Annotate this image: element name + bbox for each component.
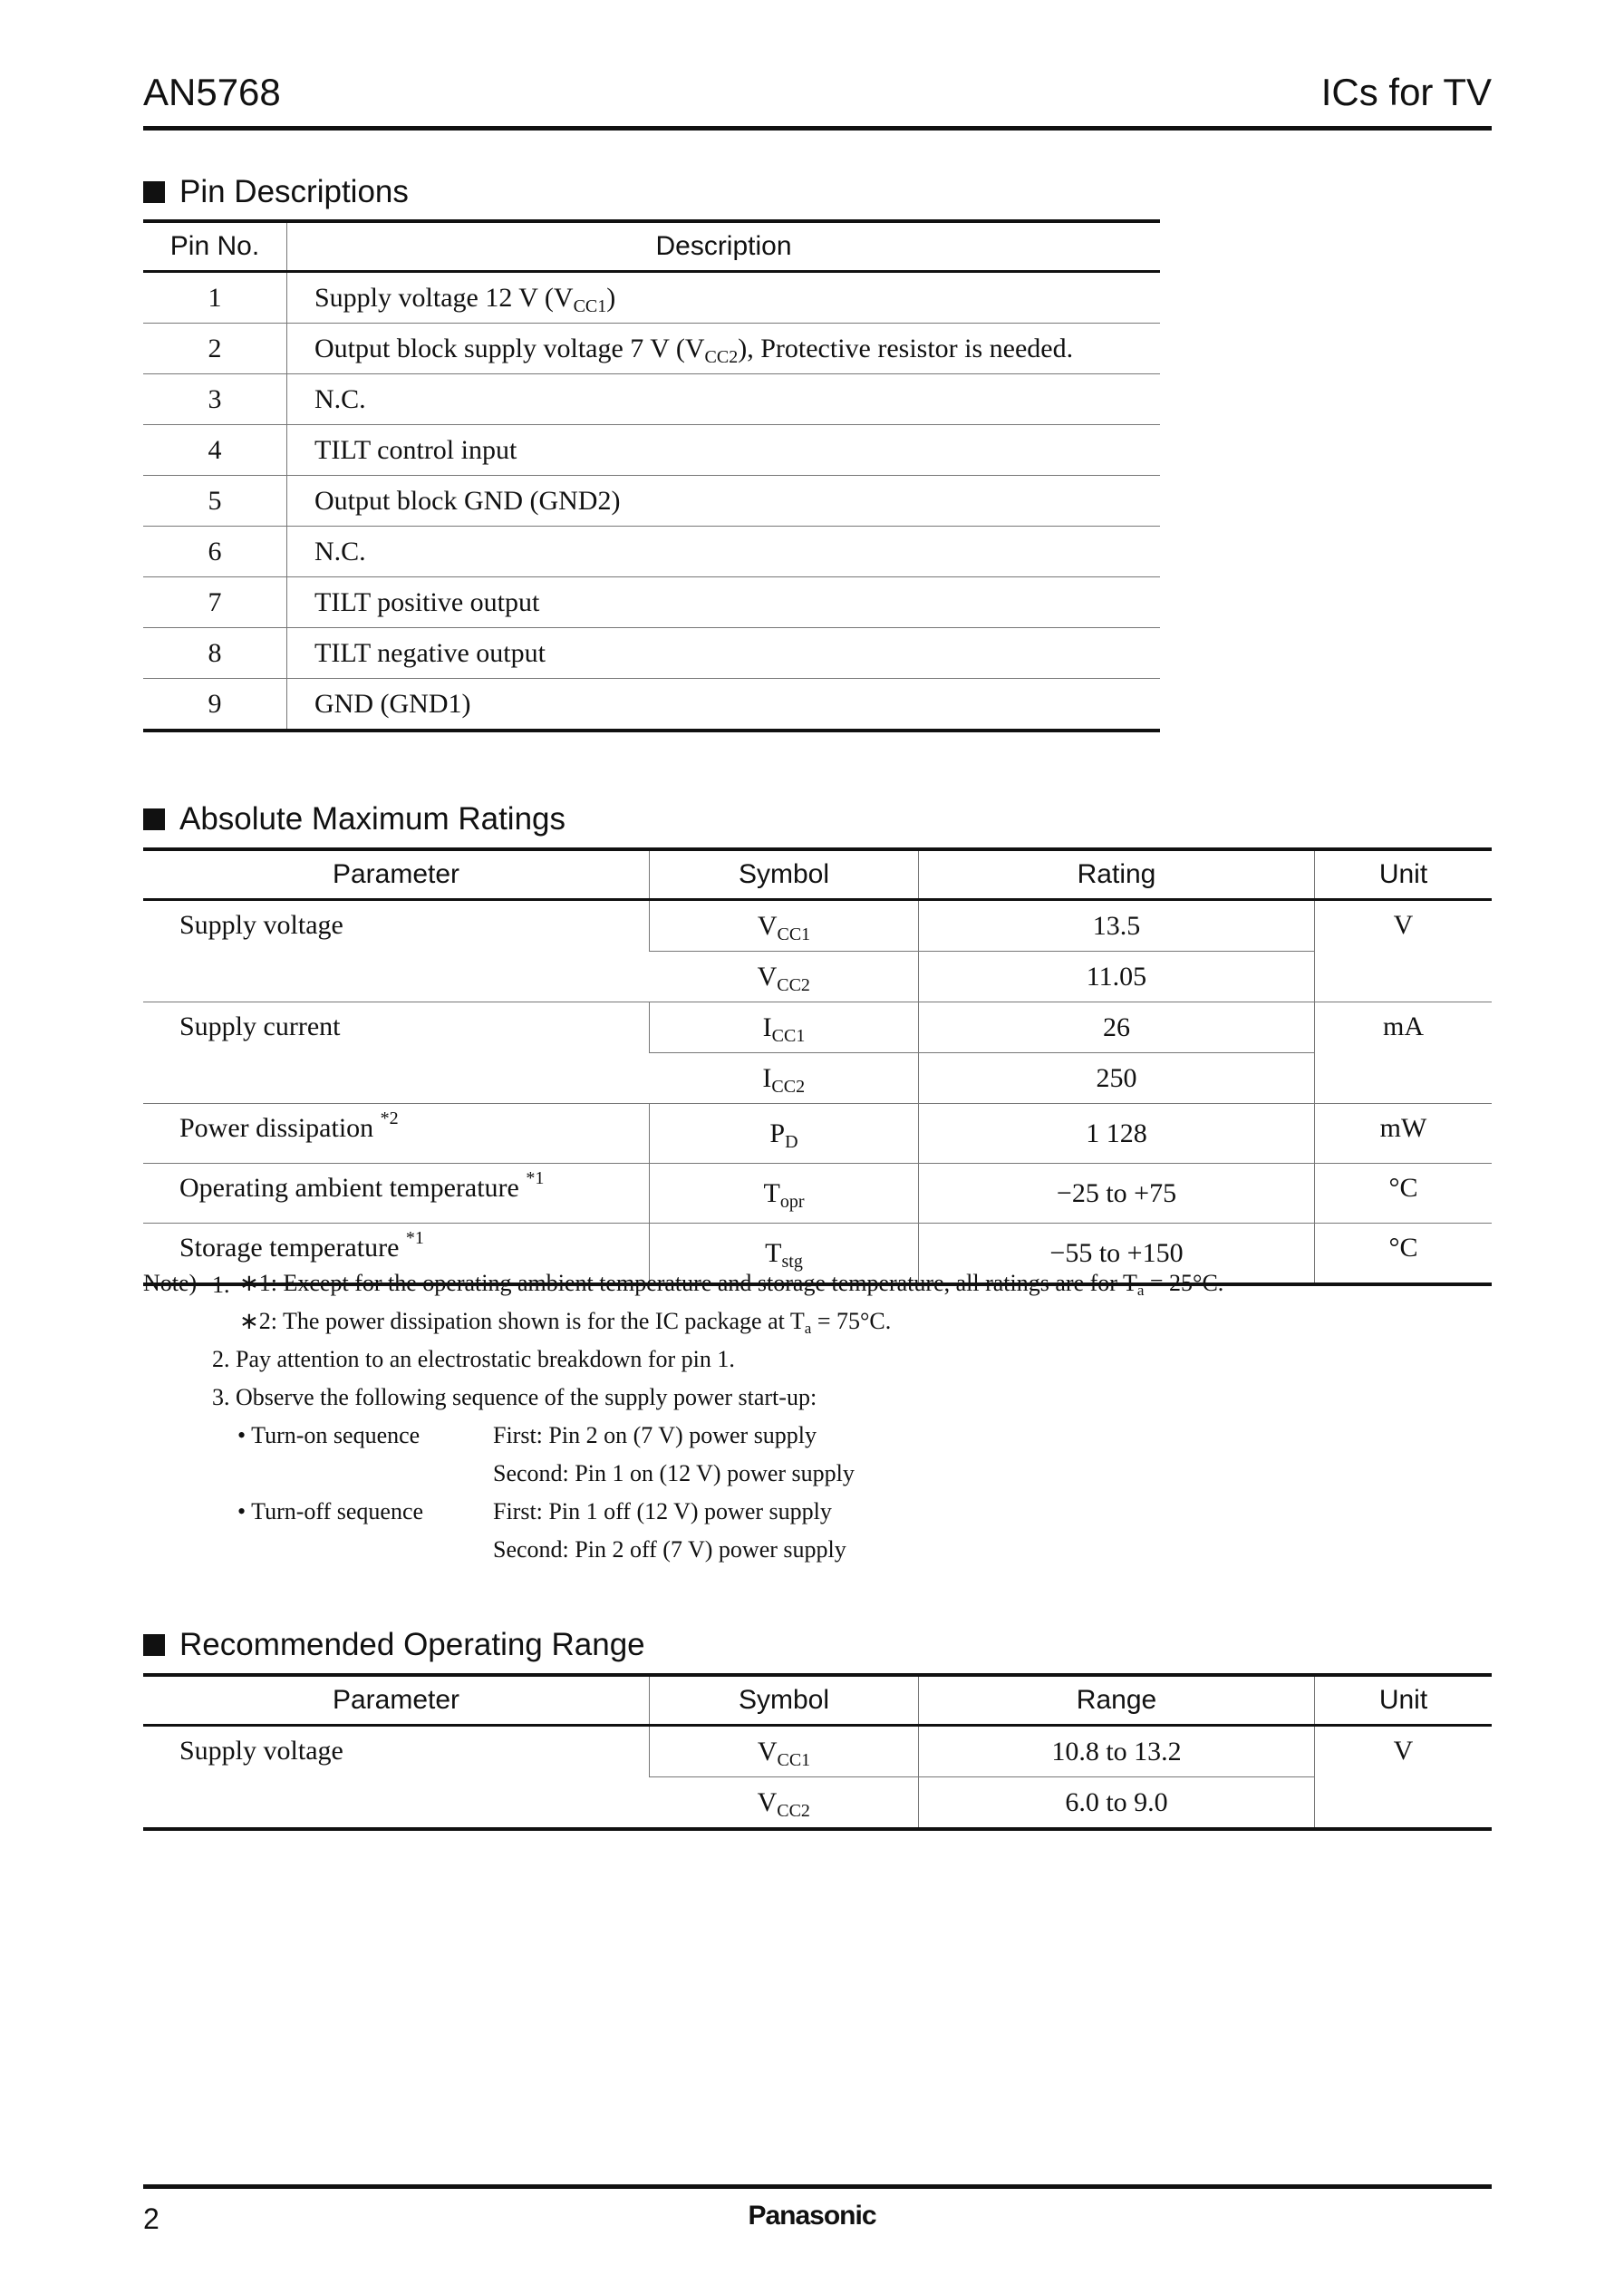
- note-1b: ∗2: The power dissipation shown is for the IC package at Ta = 75°C.: [239, 1308, 892, 1337]
- pin-no: 8: [143, 628, 287, 679]
- rating-cell: 11.05: [919, 952, 1315, 1002]
- brand-logo: Panasonic: [748, 2201, 876, 2231]
- pin-desc: TILT control input: [287, 425, 1161, 476]
- rating-cell: −25 to +75: [919, 1164, 1315, 1224]
- table-row: [143, 1104, 1492, 1164]
- pin-desc: N.C.: [287, 374, 1161, 425]
- pin-no: 1: [143, 272, 287, 324]
- col-unit: Unit: [1315, 849, 1493, 900]
- section-bullet-icon: [143, 1634, 165, 1656]
- table-row: [143, 1164, 1492, 1224]
- pin-no: 6: [143, 527, 287, 577]
- table-row: [143, 476, 1160, 527]
- category-title: ICs for TV: [1320, 71, 1492, 113]
- turn-on-second: Second: Pin 1 on (12 V) power supply: [493, 1460, 855, 1486]
- unit-cell: °C: [1315, 1164, 1493, 1224]
- unit-cell: °C: [1315, 1224, 1493, 1285]
- section-bullet-icon: [143, 808, 165, 830]
- note-2: 2. Pay attention to an electrostatic breakdown for pin 1.: [212, 1346, 735, 1372]
- pin-desc: Output block supply voltage 7 V $(V_{CC2})$, Protective resistor is needed.: [287, 324, 1161, 374]
- pin-desc: GND (GND1): [314, 688, 471, 719]
- ratings-table: [143, 847, 1492, 1286]
- pin-no: 3: [143, 374, 287, 425]
- col-parameter: Parameter: [143, 1675, 650, 1726]
- note-3: 3. Observe the following sequence of the supply power start-up:: [212, 1384, 817, 1410]
- turn-on-label: • Turn-on sequence: [237, 1422, 420, 1448]
- pin-desc: TILT positive output: [287, 577, 1161, 628]
- param-cell: Power dissipation $^{*2}$: [143, 1104, 650, 1164]
- symbol-cell: $V_{CC2}$: [650, 952, 919, 1002]
- pin-desc: Output block GND (GND2): [287, 476, 1161, 527]
- col-parameter: Parameter: [143, 849, 650, 900]
- rating-cell: 250: [919, 1053, 1315, 1104]
- pin-section-label: Pin Descriptions: [179, 174, 409, 209]
- header-rule: [143, 126, 1492, 131]
- ratings-section-title: [143, 801, 566, 837]
- ratings-section-label: Absolute Maximum Ratings: [179, 801, 566, 837]
- table-header-row: [143, 221, 1160, 272]
- param-cell: Storage temperature $^{*1}$: [179, 1228, 424, 1263]
- section-bullet-icon: [143, 181, 165, 203]
- table-header-row: [143, 849, 1492, 900]
- symbol-cell: $P_D$: [650, 1104, 919, 1164]
- pin-desc: Supply voltage 12 V $(V_{CC1})$: [287, 272, 1161, 324]
- table-row: [143, 679, 1160, 731]
- pin-desc: TILT negative output: [287, 628, 1161, 679]
- param-cell: Operating ambient temperature $^{*1}$: [143, 1164, 650, 1224]
- table-row: [143, 272, 1160, 324]
- turn-off-label: • Turn-off sequence: [237, 1498, 424, 1524]
- rating-cell: 13.5: [919, 900, 1315, 952]
- unit-cell: V: [1315, 1726, 1493, 1830]
- col-range: Range: [919, 1675, 1315, 1726]
- range-cell: 6.0 to 9.0: [919, 1777, 1315, 1830]
- operating-section-label: Recommended Operating Range: [179, 1627, 645, 1662]
- note-label: Note): [143, 1270, 198, 1296]
- page-number: 2: [143, 2202, 160, 2235]
- param-cell: Supply voltage: [179, 1736, 343, 1766]
- table-row: [143, 900, 1492, 952]
- pin-no: 4: [143, 425, 287, 476]
- unit-cell: V: [1315, 900, 1493, 1002]
- symbol-cell: $T_{opr}$: [650, 1164, 919, 1224]
- symbol-cell: $T_{stg}$: [650, 1224, 919, 1285]
- turn-off-first: First: Pin 1 off (12 V) power supply: [493, 1498, 832, 1524]
- turn-off-second: Second: Pin 2 off (7 V) power supply: [493, 1536, 846, 1563]
- rating-cell: 26: [919, 1002, 1315, 1053]
- rating-cell: −55 to +150: [919, 1224, 1315, 1285]
- col-unit: Unit: [1315, 1675, 1493, 1726]
- table-row: [143, 324, 1160, 374]
- table-header-row: [143, 1675, 1492, 1726]
- symbol-cell: $V_{CC1}$: [650, 1726, 919, 1777]
- pin-no: 7: [143, 577, 287, 628]
- symbol-cell: $V_{CC1}$: [650, 900, 919, 952]
- table-row: [143, 527, 1160, 577]
- rating-cell: 1 128: [919, 1104, 1315, 1164]
- turn-on-first: First: Pin 2 on (7 V) power supply: [493, 1422, 817, 1448]
- symbol-cell: $I_{CC1}$: [650, 1002, 919, 1053]
- note-1-number: 1.: [212, 1272, 230, 1298]
- symbol-cell: $I_{CC2}$: [650, 1053, 919, 1104]
- table-row: [143, 374, 1160, 425]
- col-description: Description: [287, 221, 1161, 272]
- table-row: [143, 425, 1160, 476]
- pin-no: 5: [143, 476, 287, 527]
- symbol-cell: $V_{CC2}$: [757, 1786, 810, 1821]
- pin-desc: N.C.: [287, 527, 1161, 577]
- range-cell: 10.8 to 13.2: [919, 1726, 1315, 1777]
- col-symbol: Symbol: [650, 1675, 919, 1726]
- part-number: AN5768: [143, 71, 281, 113]
- unit-cell: mW: [1315, 1104, 1493, 1164]
- note-1a: ∗1: Except for the operating ambient temperature and storage temperature, all ratings are for Ta = 25°C.: [239, 1270, 1224, 1299]
- col-rating: Rating: [919, 849, 1315, 900]
- col-symbol: Symbol: [650, 849, 919, 900]
- table-row: [143, 628, 1160, 679]
- param-cell: Supply voltage: [143, 900, 650, 1002]
- table-row: [143, 1726, 1492, 1777]
- pin-section-title: [143, 174, 409, 210]
- footer-rule: [143, 2184, 1492, 2189]
- operating-table: [143, 1673, 1492, 1831]
- pin-no: 9: [143, 679, 287, 731]
- operating-section-title: [143, 1627, 645, 1663]
- unit-cell: mA: [1315, 1002, 1493, 1104]
- table-row: [143, 577, 1160, 628]
- table-row: [143, 1002, 1492, 1053]
- pin-no: 2: [143, 324, 287, 374]
- pin-table: [143, 219, 1160, 732]
- param-cell: Supply current: [143, 1002, 650, 1104]
- col-pin-no: Pin No.: [143, 221, 287, 272]
